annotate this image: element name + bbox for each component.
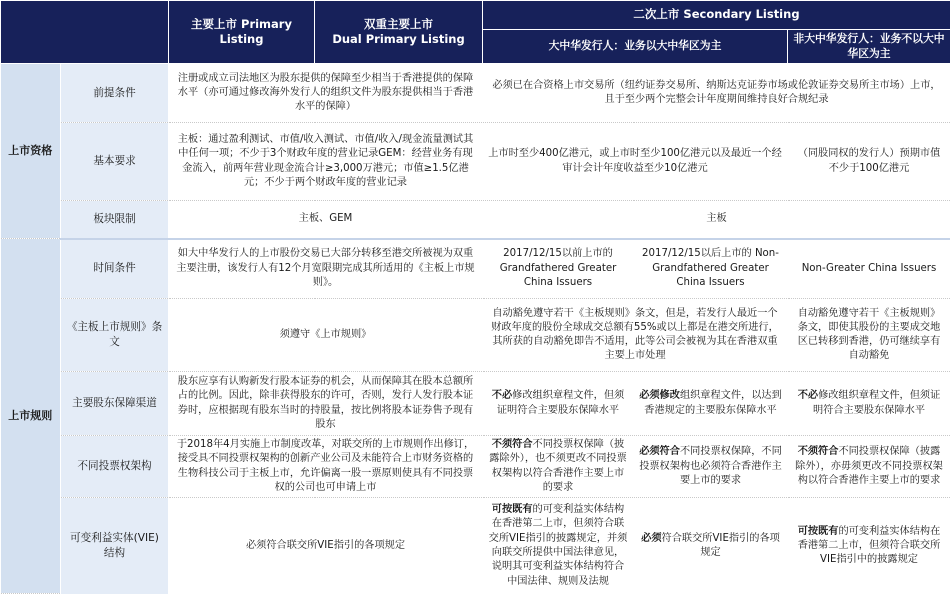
row-prerequisite xyxy=(1,64,950,123)
row-label-wvr: 不同投票权架构 xyxy=(61,436,169,498)
header-non-greater-china-issuer: 非大中华发行人：业务不以大中华区为主 xyxy=(788,30,950,64)
prerequisite-primary: 注册或成立司法地区为股东提供的保障至少相当于香港提供的保障水平（亦可通过修改海外发行人的组织文件为股东提供相当于香港水平的保障） xyxy=(169,64,483,123)
vie-grandfathered xyxy=(483,498,634,594)
timing-non-greater-china: Non-Greater China Issuers xyxy=(788,239,950,299)
protection-ngc-emphasis: 不必 xyxy=(797,390,819,402)
vie-ngc-text: 的可变利益实体结构在香港第二上市，但须符合联交所VIE指引中的披露规定 xyxy=(797,525,941,566)
wvr-gf-text: 不同投票权保障（披露除外），也不须更改不同投票权架构以符合香港作主要上市的要求 xyxy=(489,439,627,493)
wvr-ngf-emphasis: 必须符合 xyxy=(639,446,680,458)
row-vie-structure xyxy=(1,498,950,594)
header-dual-line1: 双重主要上市 xyxy=(364,16,433,31)
protection-primary: 股东应享有认购新发行股本证券的机会，从而保障其在股本总额所占的比例。因此，除非获得股东的许可，否则，发行人发行股本证券时，应根据现有股东当时的持股量，按比例将股本证券售予现有股东 xyxy=(169,372,483,436)
row-timing xyxy=(1,239,950,299)
vie-gf-emphasis: 可按既有 xyxy=(491,504,533,516)
board-secondary: 主板 xyxy=(483,201,950,239)
basic-greater-china: 上市时至少400亿港元，或上市时至少100亿港元以及最近一个经审计会计年度收益至少10亿港元 xyxy=(483,123,788,201)
row-label-main-rules: 《主板上市规则》条文 xyxy=(61,299,169,372)
header-primary-listing: 主要上市 Primary Listing xyxy=(169,1,315,64)
vie-ngf-text: 符合联交所VIE指引的各项规定 xyxy=(661,532,780,558)
main-rules-non-greater-china: 自动豁免遵守若干《主板规则》条文，即使其股份的主要成交地区已转移到香港，仍可继续享有自动豁免 xyxy=(788,299,950,372)
row-main-board-rules xyxy=(1,299,950,372)
timing-non-grandfathered: 2017/12/15以后上市的 Non-Grandfathered Greater China Issuers xyxy=(634,239,788,299)
board-primary: 主板、GEM xyxy=(169,201,483,239)
row-label-timing: 时间条件 xyxy=(61,239,169,299)
header-dual-primary-listing xyxy=(315,1,483,64)
basic-primary: 主板：通过盈利测试、市值/收入测试、市值/收入/现金流量测试其中任何一项；不少于3个财政年度的营业记录GEM：经营业务有现金流入，前两年营业现金流合计≥3,000万港元；市值≥1.5亿港元；不少于两个财政年度的营业记录 xyxy=(169,123,483,201)
wvr-ngc-emphasis: 不须符合 xyxy=(797,446,839,458)
basic-non-greater-china: （同股同权的发行人）预期市值不少于100亿港元 xyxy=(788,123,950,201)
wvr-primary: 于2018年4月实施上市制度改革，对联交所的上市规则作出修订，接受具不同投票权架构的创新产业公司及未能符合上市财务资格的生物科技公司于主板上市，允许偏离一股一票原则使具有不同投票权的公司也可申请上市 xyxy=(169,436,483,498)
protection-ngf-text: 组织章程文件，以达到香港规定的主要股东保障水平 xyxy=(644,390,782,416)
row-weighted-voting-rights xyxy=(1,436,950,498)
row-label-protection: 主要股东保障渠道 xyxy=(61,372,169,436)
wvr-non-greater-china xyxy=(788,436,950,498)
vie-non-grandfathered xyxy=(634,498,788,594)
row-label-prerequisite: 前提条件 xyxy=(61,64,169,123)
timing-grandfathered: 2017/12/15以前上市的 Grandfathered Greater China Issuers xyxy=(483,239,634,299)
wvr-ngc-text: 不同投票权保障（披露除外），亦毋须更改不同投票权架构以符合香港作主要上市的要求 xyxy=(795,446,943,486)
vie-primary: 必须符合联交所VIE指引的各项规定 xyxy=(169,498,483,594)
header-greater-china-issuer: 大中华发行人：业务以大中华区为主 xyxy=(483,30,788,64)
vie-ngf-emphasis: 必须 xyxy=(641,532,662,544)
vie-non-greater-china xyxy=(788,498,950,594)
protection-non-greater-china xyxy=(788,372,950,436)
protection-gf-text: 修改组织章程文件，但须证明符合主要股东保障水平 xyxy=(496,390,625,416)
row-shareholder-protection xyxy=(1,372,950,436)
wvr-gf-emphasis: 不须符合 xyxy=(491,439,533,451)
row-basic-requirements xyxy=(1,123,950,201)
timing-primary: 如大中华发行人的上市股份交易已大部分转移至港交所被视为双重主要注册，该发行人有12个月宽限期完成其所适用的《主板上市规则》。 xyxy=(169,239,483,299)
wvr-non-grandfathered xyxy=(634,436,788,498)
prerequisite-secondary: 必须已在合资格上市交易所（纽约证券交易所、纳斯达克证券市场或伦敦证券交易所主市场）上市，且于至少两个完整会计年度期间维持良好合规纪录 xyxy=(483,64,950,123)
protection-non-grandfathered xyxy=(634,372,788,436)
main-rules-primary: 须遵守《上市规则》 xyxy=(169,299,483,372)
vie-ngc-emphasis: 可按既有 xyxy=(797,525,839,537)
protection-gf-emphasis: 不必 xyxy=(491,390,513,402)
protection-grandfathered xyxy=(483,372,634,436)
header-secondary-listing: 二次上市 Secondary Listing xyxy=(483,1,950,30)
row-label-vie: 可变利益实体(VIE)结构 xyxy=(61,498,169,594)
section-qualification: 上市资格 xyxy=(1,64,61,239)
row-label-board: 板块限制 xyxy=(61,201,169,239)
header-dual-line2: Dual Primary Listing xyxy=(332,32,465,47)
row-board xyxy=(1,201,950,239)
main-rules-greater-china: 自动豁免遵守若干《主板规则》条文，但是，若发行人最近一个财政年度的股份全球成交总额有55%或以上都是在港交所进行，其所获的自动豁免即告不适用，此等公司会被视为其在香港双重主要上市处理 xyxy=(483,299,788,372)
wvr-ngf-text: 不同投票权保障，不同投票权架构也必须符合香港作主要上市的要求 xyxy=(639,446,782,486)
protection-ngc-text: 修改组织章程文件，但须证明符合主要股东保障水平 xyxy=(812,390,941,416)
protection-ngf-emphasis: 必须修改 xyxy=(639,390,680,402)
header-corner xyxy=(1,1,169,64)
section-rules: 上市规则 xyxy=(1,239,61,594)
wvr-grandfathered xyxy=(483,436,634,498)
row-label-basic: 基本要求 xyxy=(61,123,169,201)
vie-gf-text: 的可变利益实体结构在香港第二上市，但须符合联交所VIE指引的披露规定，并须向联交所提供中国法律意见，说明其可变利益实体结构符合中国法律、规则及法规 xyxy=(488,504,628,587)
